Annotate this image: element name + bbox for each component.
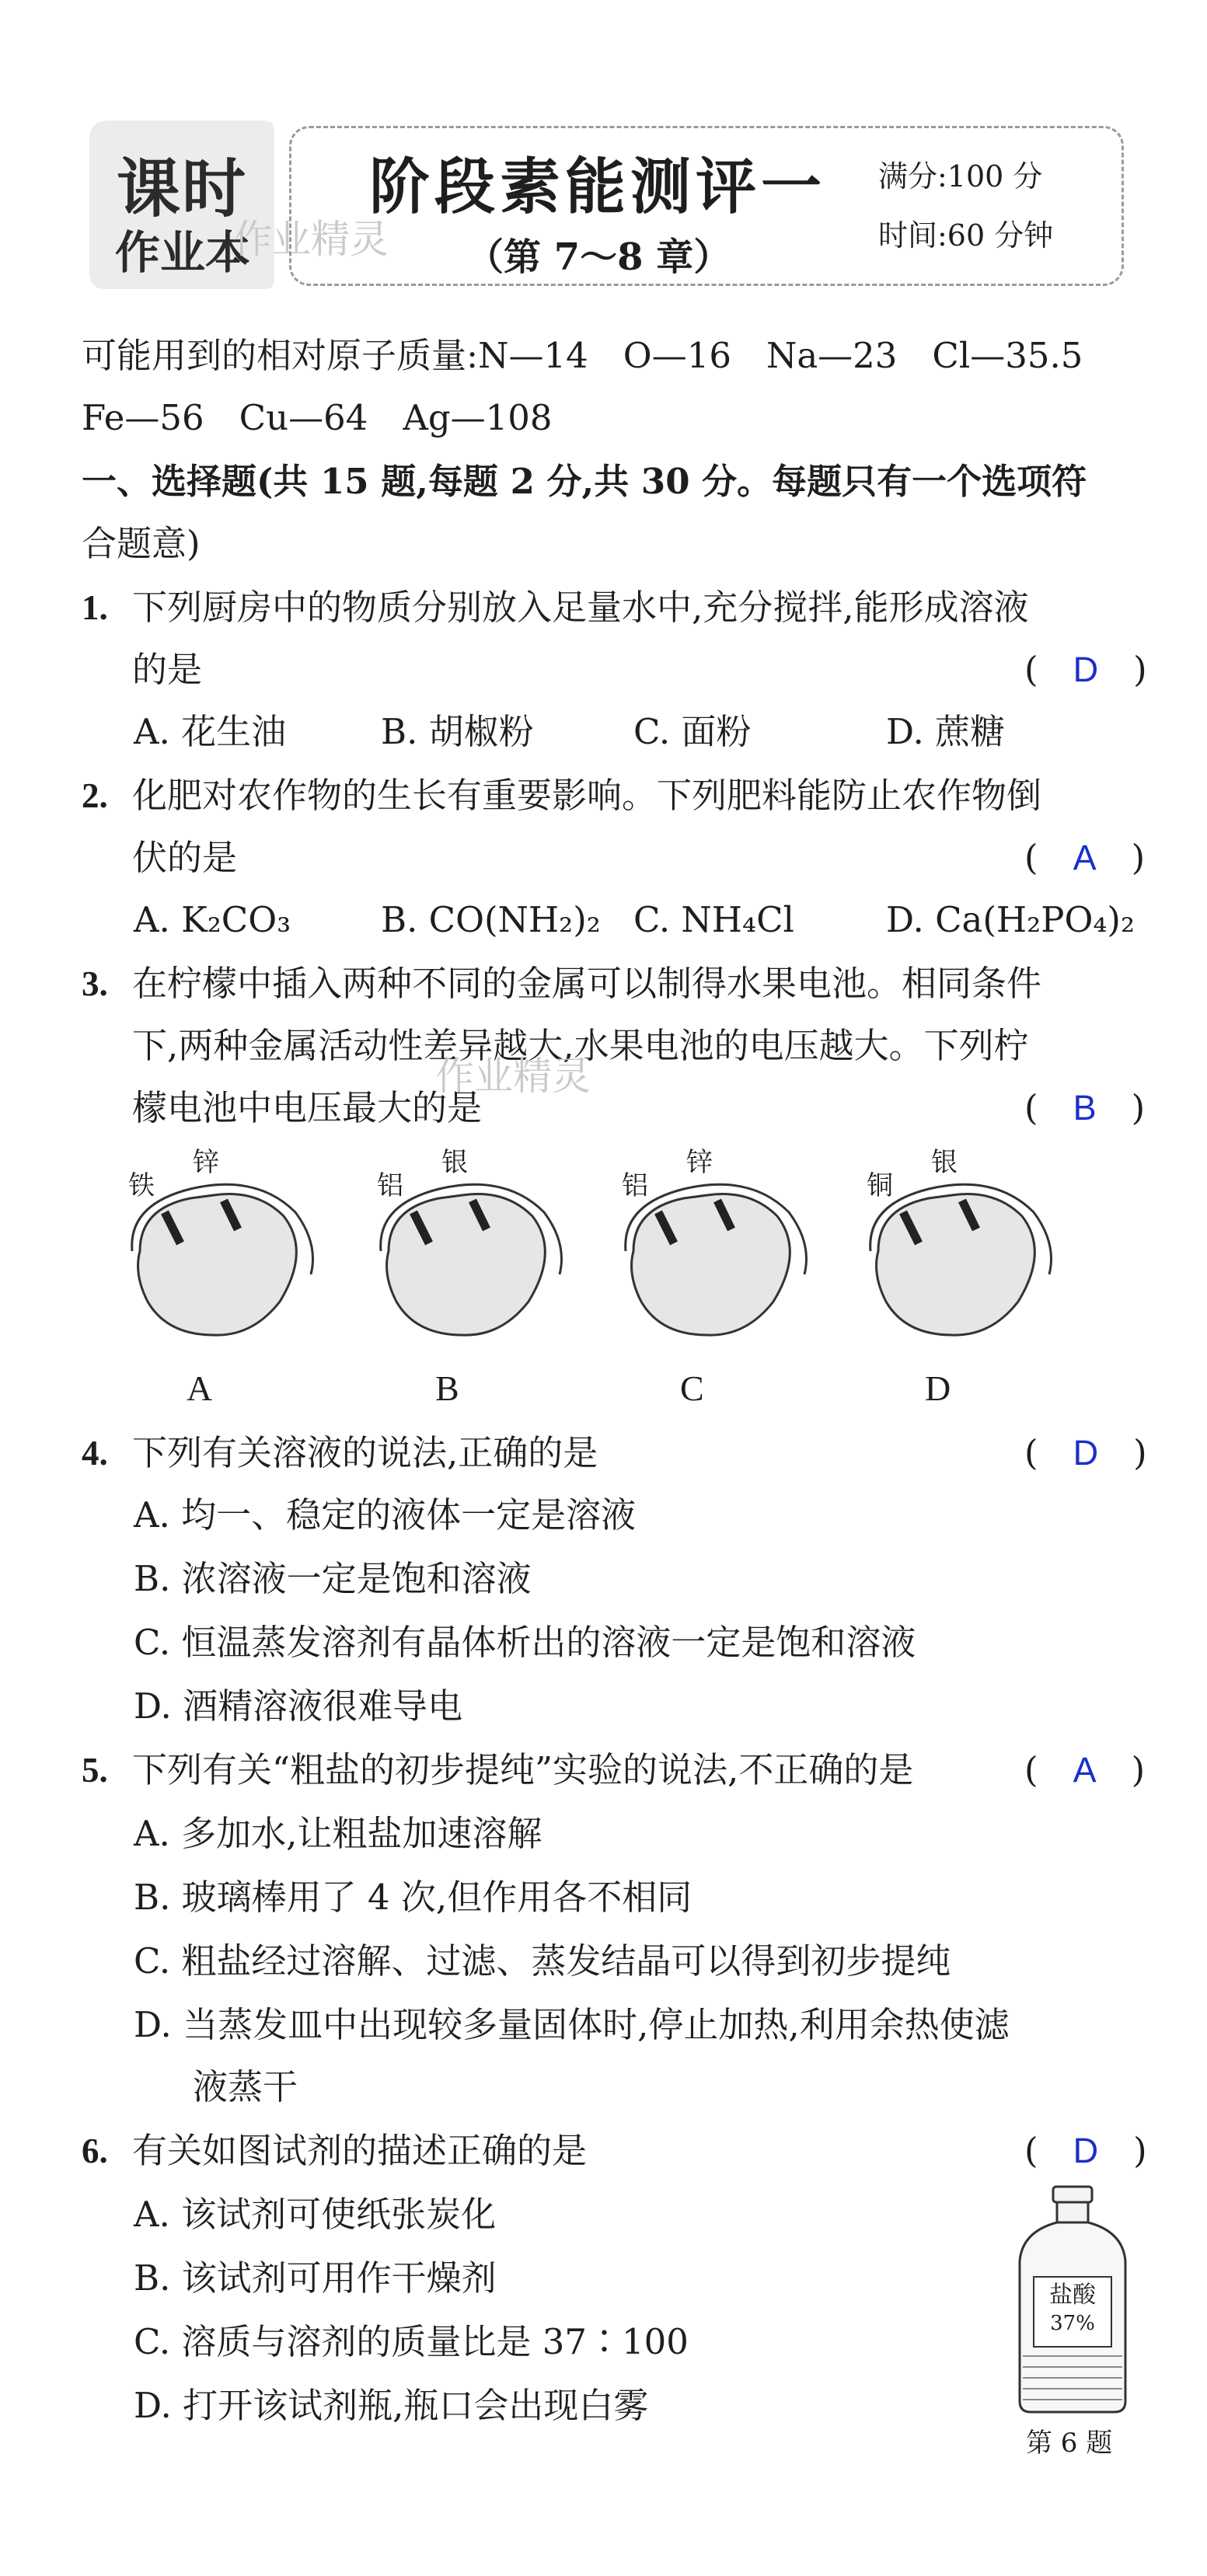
question-stem-cont: 的是 — [132, 649, 203, 690]
question-stem: 下列厨房中的物质分别放入足量水中,充分搅拌,能形成溶液 — [132, 587, 1029, 628]
option-b: B. 浓溶液一定是饱和溶液 — [134, 1558, 532, 1599]
answer-mark: D — [1073, 1433, 1099, 1473]
figure-caption: 第 6 题 — [1026, 2428, 1113, 2459]
option-d: D. 酒精溶液很难导电 — [134, 1685, 463, 1727]
answer-bracket: ( A ) — [1024, 1749, 1146, 1790]
answer-mark: D — [1073, 2131, 1099, 2170]
metal-label-right: 锌 — [686, 1147, 713, 1178]
diagram-label: A — [187, 1368, 213, 1408]
question-stem: 化肥对农作物的生长有重要影响。下列肥料能防止农作物倒 — [132, 775, 1042, 816]
lemon-diagram-c — [618, 1147, 820, 1414]
question-number: 2. — [82, 776, 108, 815]
metal-label-right: 锌 — [193, 1147, 219, 1178]
option-d: D. 打开该试剂瓶,瓶口会出现白雾 — [134, 2385, 649, 2426]
lemon-diagram-a — [124, 1147, 326, 1414]
lemon-drawing — [124, 1158, 326, 1360]
metal-label-right: 银 — [441, 1147, 468, 1178]
reagent-bottle-figure — [1010, 2184, 1135, 2459]
answer-mark: D — [1073, 650, 1099, 689]
option-b: B. 玻璃棒用了 4 次,但作用各不相同 — [134, 1877, 692, 1918]
option-c: C. NH₄Cl — [633, 899, 794, 940]
question-stem: 有关如图试剂的描述正确的是 — [132, 2130, 588, 2171]
option-a: A. 该试剂可使纸张炭化 — [134, 2194, 497, 2235]
full-score: 满分:100 分 — [878, 159, 1043, 193]
logo-text-large: 课时 — [117, 152, 248, 226]
question-stem-cont: 檬电池中电压最大的是 — [132, 1087, 483, 1128]
page-title: 阶段素能测评一 — [369, 152, 827, 222]
lemon-drawing — [373, 1158, 575, 1360]
option-c: C. 溶质与溶剂的质量比是 37∶100 — [134, 2321, 689, 2362]
watermark-text: 作业精灵 — [233, 217, 389, 262]
option-d: D. Ca(H₂PO₄)₂ — [886, 899, 1135, 940]
metal-label-right: 银 — [931, 1147, 958, 1178]
diagram-label: B — [435, 1368, 459, 1408]
question-number: 4. — [82, 1434, 108, 1473]
answer-bracket: ( D ) — [1024, 1432, 1147, 1473]
answer-mark: A — [1073, 1750, 1097, 1790]
atomic-mass-line-1: 可能用到的相对原子质量:N—14 O—16 Na—23 Cl—35.5 — [82, 335, 1083, 376]
option-c: C. 粗盐经过溶解、过滤、蒸发结晶可以得到初步提纯 — [134, 1940, 951, 1982]
section-title: 一、选择题(共 15 题,每题 2 分,共 30 分。每题只有一个选项符 — [82, 461, 1087, 502]
question-stem: 下列有关“粗盐的初步提纯”实验的说法,不正确的是 — [132, 1749, 914, 1790]
question-stem-cont: 下,两种金属活动性差异越大,水果电池的电压越大。下列柠 — [132, 1025, 1029, 1066]
metal-label-left: 铜 — [867, 1170, 893, 1201]
question-number: 1. — [82, 588, 108, 627]
option-c: C. 恒温蒸发溶剂有晶体析出的溶液一定是饱和溶液 — [134, 1622, 916, 1663]
question-number: 5. — [82, 1751, 108, 1790]
section-title-cont: 合题意) — [82, 523, 201, 564]
diagram-label: C — [680, 1368, 704, 1408]
bottle-label-concentration: 37% — [1050, 2312, 1095, 2335]
lemon-drawing — [863, 1158, 1065, 1360]
question-number: 3. — [82, 964, 108, 1003]
option-d: D. 当蒸发皿中出现较多量固体时,停止加热,利用余热使滤 — [134, 2004, 1010, 2045]
metal-label-left: 铁 — [128, 1170, 155, 1201]
bottle-label-name: 盐酸 — [1049, 2281, 1096, 2309]
atomic-mass-line-2: Fe—56 Cu—64 Ag—108 — [82, 397, 553, 438]
diagram-label: D — [925, 1368, 951, 1408]
watermark-text: 作业精灵 — [435, 1054, 591, 1099]
option-c: C. 面粉 — [633, 711, 752, 752]
option-b: B. 该试剂可用作干燥剂 — [134, 2257, 497, 2299]
question-stem: 在柠檬中插入两种不同的金属可以制得水果电池。相同条件 — [132, 963, 1042, 1004]
answer-bracket: ( B ) — [1024, 1087, 1146, 1128]
option-b: B. CO(NH₂)₂ — [381, 899, 601, 940]
answer-bracket: ( D ) — [1024, 649, 1147, 690]
answer-bracket: ( D ) — [1024, 2130, 1147, 2171]
lemon-diagram-d — [863, 1147, 1065, 1414]
option-a: A. 多加水,让粗盐加速溶解 — [134, 1813, 542, 1854]
answer-bracket: ( A ) — [1024, 837, 1146, 878]
option-a: A. 均一、稳定的液体一定是溶液 — [134, 1494, 637, 1535]
option-d-cont: 液蒸干 — [193, 2066, 298, 2107]
option-a: A. 花生油 — [134, 711, 287, 752]
metal-label-left: 铝 — [377, 1170, 403, 1201]
option-d: D. 蔗糖 — [886, 711, 1006, 752]
question-number: 6. — [82, 2132, 108, 2170]
lemon-diagram-b — [373, 1147, 575, 1414]
answer-mark: B — [1073, 1088, 1097, 1128]
lemon-drawing — [618, 1158, 820, 1360]
logo-text-small: 作业本 — [115, 226, 251, 279]
question-stem-cont: 伏的是 — [132, 837, 238, 878]
option-a: A. K₂CO₃ — [134, 899, 291, 940]
exam-time: 时间:60 分钟 — [878, 218, 1054, 253]
question-stem: 下列有关溶液的说法,正确的是 — [132, 1432, 598, 1473]
metal-label-left: 铝 — [622, 1170, 648, 1201]
option-b: B. 胡椒粉 — [381, 711, 534, 752]
lemon-battery-diagrams — [124, 1147, 1135, 1414]
answer-mark: A — [1073, 838, 1097, 877]
page-subtitle: （第 7～8 章） — [466, 235, 731, 279]
